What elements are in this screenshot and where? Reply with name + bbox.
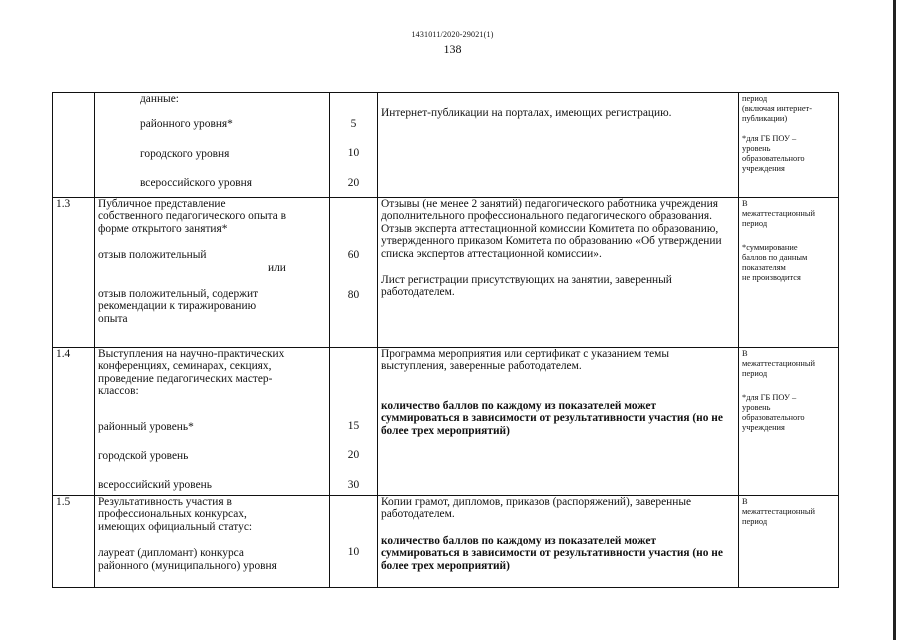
note-text: *для ГБ ПОУ – уровень образовательного учреждения	[742, 134, 805, 173]
note-cell	[739, 93, 839, 198]
row-number: 1.5	[53, 496, 95, 588]
score-value: 15	[347, 420, 360, 432]
score-value: 80	[347, 289, 360, 302]
note-text: В межаттестационный период	[742, 349, 815, 378]
criterion-option: городского уровня	[140, 147, 230, 160]
criterion-option: городской уровень	[98, 450, 189, 463]
score-value: 30	[347, 478, 360, 491]
score-cell	[330, 348, 378, 496]
criterion-text: Публичное представление собственного педагогического опыта в форме открытого занятия*	[98, 198, 287, 235]
criterion-option: районный уровень*	[98, 420, 194, 433]
table-row	[53, 348, 839, 496]
criterion-cell	[95, 93, 330, 198]
note-text: *для ГБ ПОУ – уровень образовательного учреждения	[742, 393, 805, 432]
criterion-option: отзыв положительный	[98, 249, 207, 262]
table-row	[53, 198, 839, 348]
note-text: В межаттестационный период	[742, 497, 815, 526]
evidence-cell	[378, 496, 739, 588]
criterion-cell	[95, 198, 330, 348]
note-cell	[739, 198, 839, 348]
score-cell	[330, 496, 378, 588]
evidence-text: Программа мероприятия или сертификат с указанием темы выступления, заверенные работодателем.	[381, 348, 670, 373]
page-number: 138	[443, 42, 462, 56]
criterion-option: отзыв положительный, содержит рекомендации к тиражированию опыта	[98, 288, 259, 325]
criterion-text: Результативность участия в профессиональных конкурсах, имеющих официальный статус:	[98, 496, 253, 533]
row-number: 1.3	[53, 198, 95, 348]
criterion-option: районного уровня*	[140, 118, 233, 131]
score-value: 10	[347, 546, 360, 558]
document-id: 1431011/2020-29021(1)	[411, 30, 494, 39]
note-text: период (включая интернет- публикации)	[742, 94, 812, 123]
criterion-option: всероссийский уровень	[98, 479, 212, 492]
evidence-cell	[378, 93, 739, 198]
scan-edge-bar	[893, 0, 896, 640]
evidence-bold-note: количество баллов по каждому из показателей может суммироваться в зависимости от результативности участия (но не более трех мероприятий)	[381, 399, 723, 437]
evidence-cell	[378, 348, 739, 496]
criterion-option: лауреат (дипломант) конкурса районного (муниципального) уровня	[98, 547, 277, 572]
evidence-text: Интернет-публикации на порталах, имеющих регистрацию.	[381, 107, 672, 119]
note-text: В межаттестационный период	[742, 199, 815, 228]
table-row	[53, 496, 839, 588]
evidence-text: Лист регистрации присутствующих на занятии, заверенный работодателем.	[381, 274, 672, 299]
note-text: *суммирование баллов по данным показателям не производится	[742, 243, 808, 282]
row-number: 1.4	[53, 348, 95, 496]
criterion-cell	[95, 496, 330, 588]
note-cell	[739, 348, 839, 496]
score-cell	[330, 93, 378, 198]
criterion-or: или	[268, 261, 286, 274]
row-number	[53, 93, 95, 198]
criterion-option: всероссийского уровня	[140, 177, 252, 190]
score-cell	[330, 198, 378, 348]
score-value: 10	[347, 147, 360, 160]
score-value: 5	[350, 118, 357, 130]
evidence-text: Отзывы (не менее 2 занятий) педагогического работника учреждения дополнительного профессионального педагогического образования. Отзыв эксперта аттестационной комиссии Комитета по образованию, утвержденного приказом Комитета по образованию «Об утверждении списка экспертов аттестационной комиссии».	[381, 198, 722, 260]
criteria-table	[52, 92, 839, 588]
table-row	[53, 93, 839, 198]
score-value: 20	[347, 449, 360, 462]
evidence-cell	[378, 198, 739, 348]
criterion-cell	[95, 348, 330, 496]
criterion-text: Выступления на научно-практических конференциях, семинарах, секциях, проведение педагогических мастер- классов:	[98, 348, 285, 398]
score-value: 20	[347, 176, 360, 189]
score-value: 60	[347, 249, 360, 261]
note-cell	[739, 496, 839, 588]
evidence-text: Копии грамот, дипломов, приказов (распоряжений), заверенные работодателем.	[381, 496, 692, 521]
criterion-text: данные:	[140, 93, 179, 105]
evidence-bold-note: количество баллов по каждому из показателей может суммироваться в зависимости от результативности участия (но не более трех мероприятий)	[381, 534, 723, 572]
